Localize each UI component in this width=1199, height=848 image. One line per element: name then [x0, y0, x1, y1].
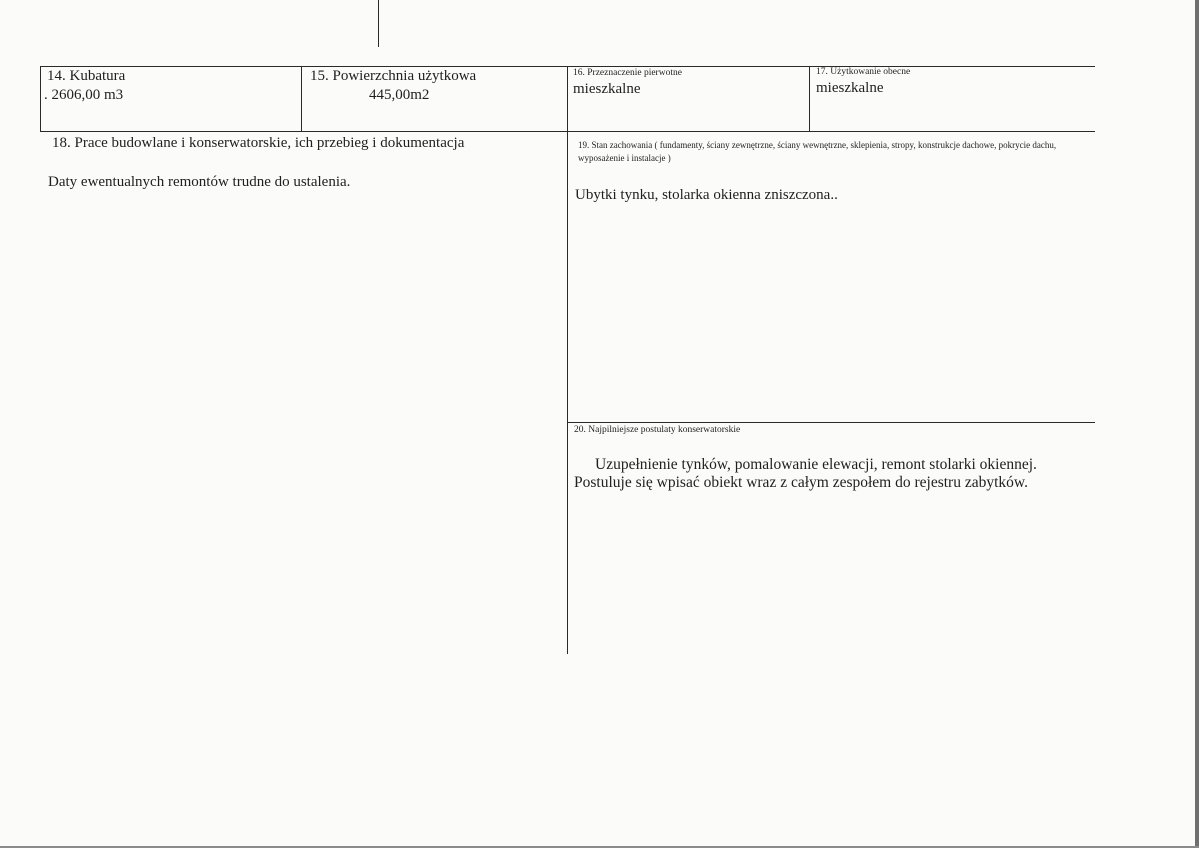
- stan-zachowania-value: Ubytki tynku, stolarka okienna zniszczona..: [575, 187, 838, 203]
- postulaty-line-1: Uzupełnienie tynków, pomalowanie elewacji, remont stolarki okiennej.: [595, 456, 1037, 473]
- postulaty-label: 20. Najpilniejsze postulaty konserwatorskie: [574, 425, 741, 435]
- left-outer-border: [40, 66, 41, 132]
- uzytkowanie-label: 17. Użytkowanie obecne: [816, 67, 911, 77]
- divider-15-16: [567, 66, 568, 654]
- stan-zachowania-label: 19. Stan zachowania ( fundamenty, ściany zewnętrzne, ściany wewnętrzne, sklepienia, stropy, konstrukcje dachowe, pokrycie dachu, wyposażenie i instalacje ): [578, 140, 1057, 163]
- prace-value: Daty ewentualnych remontów trudne do ustalenia.: [48, 174, 351, 190]
- postulaty-line-2: Postuluje się wpisać obiekt wraz z całym zespołem do rejestru zabytków.: [574, 474, 1028, 491]
- scan-edge-right: [1195, 0, 1199, 848]
- divider-16-17: [809, 66, 810, 132]
- przeznaczenie-label: 16. Przeznaczenie pierwotne: [573, 68, 682, 78]
- divider-19-20: [567, 422, 1095, 423]
- prace-label: 18. Prace budowlane i konserwatorskie, ich przebieg i dokumentacja: [52, 135, 465, 151]
- przeznaczenie-value: mieszkalne: [573, 81, 641, 97]
- top-short-divider: [378, 0, 379, 47]
- uzytkowanie-value: mieszkalne: [816, 80, 884, 96]
- powierzchnia-value: 445,00m2: [369, 87, 430, 103]
- divider-14-15: [301, 66, 302, 132]
- kubatura-value: . 2606,00 m3: [44, 87, 124, 103]
- powierzchnia-label: 15. Powierzchnia użytkowa: [310, 68, 477, 84]
- kubatura-label: 14. Kubatura: [47, 68, 126, 84]
